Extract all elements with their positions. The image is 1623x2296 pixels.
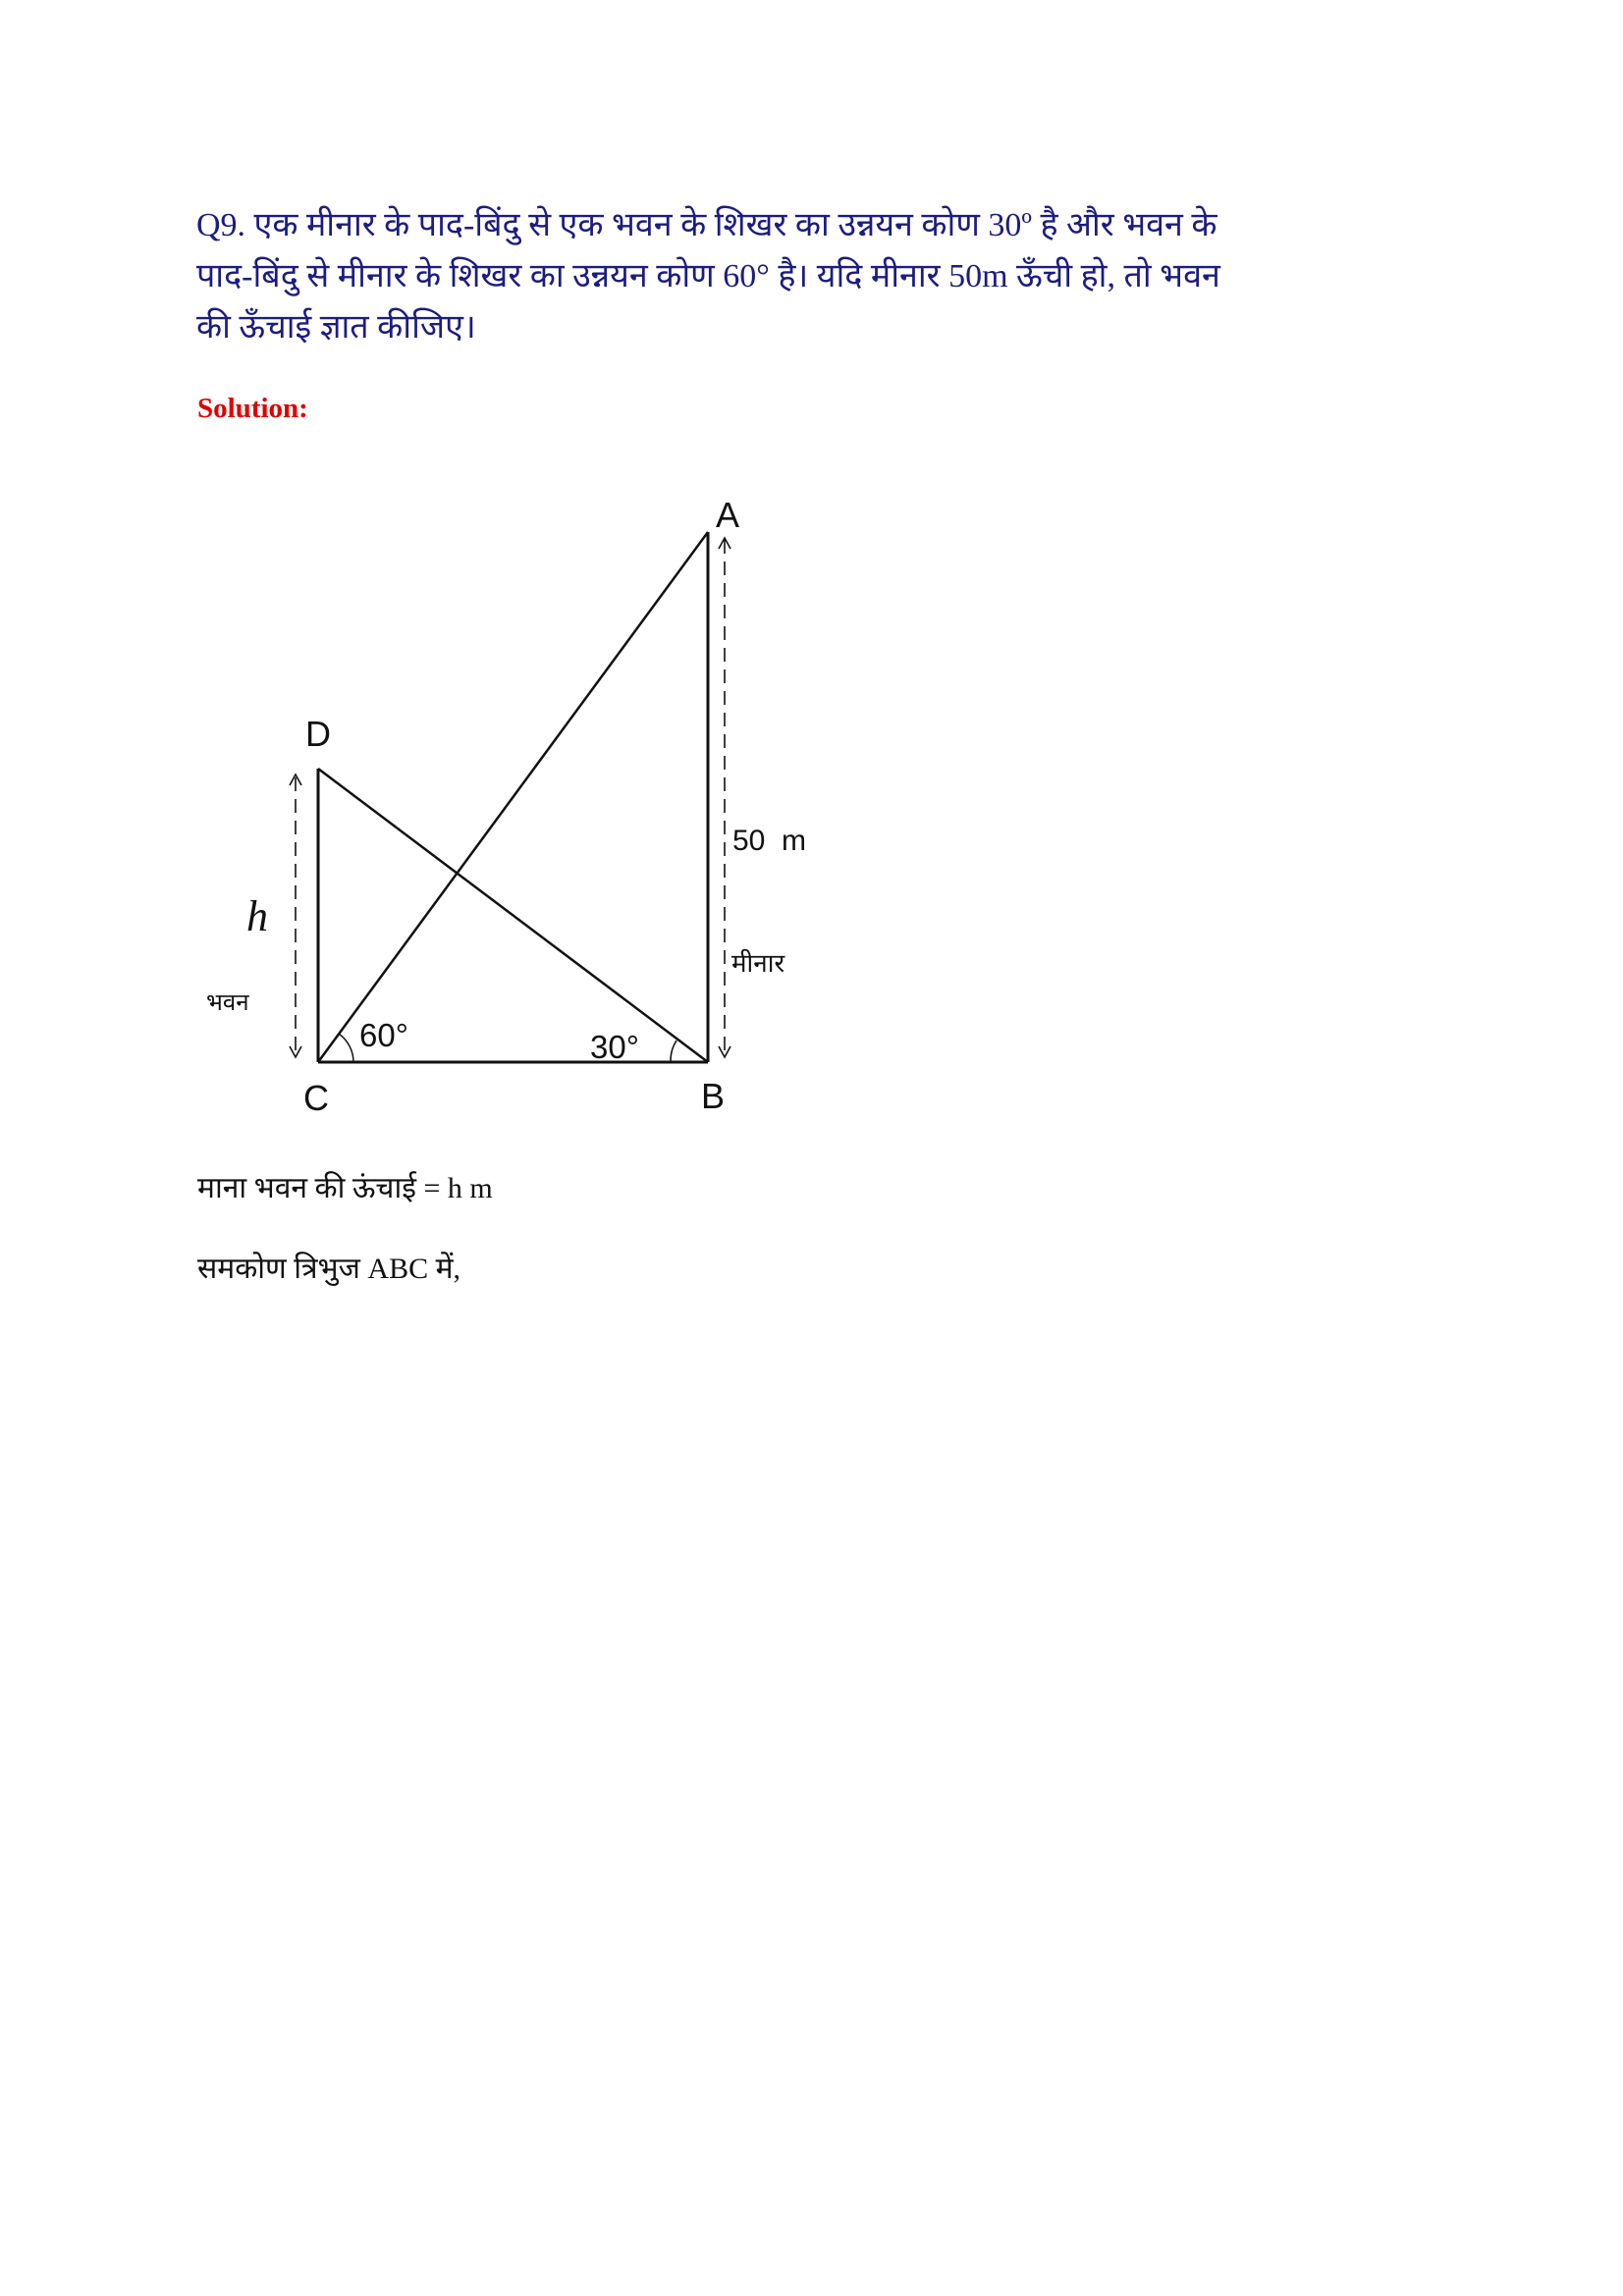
question-line-1: Q9. एक मीनार के पाद-बिंदु से एक भवन के शिखर का उन्नयन कोण 30º है और भवन के bbox=[196, 207, 1217, 243]
building-label: भवन bbox=[206, 988, 249, 1016]
tower-label: मीनार bbox=[731, 949, 785, 979]
sightline-ca bbox=[318, 532, 708, 1062]
solution-line-2: समकोण त्रिभुज ABC में, bbox=[197, 1253, 461, 1285]
solution-line-1: माना भवन की ऊंचाई = h m bbox=[197, 1172, 493, 1204]
question-line-3: की ऊँचाई ज्ञात कीजिए। bbox=[196, 309, 476, 346]
angle-label-c: 60° bbox=[359, 1017, 408, 1053]
point-label-a: A bbox=[716, 495, 740, 535]
angle-arc-c bbox=[339, 1034, 353, 1062]
building-height-arrow bbox=[290, 774, 301, 1057]
point-label-d: D bbox=[305, 714, 331, 754]
point-label-c: C bbox=[303, 1078, 329, 1118]
angle-arc-b bbox=[671, 1041, 676, 1062]
question-text bbox=[196, 200, 1473, 353]
tower-height-label: 50 m bbox=[732, 825, 807, 857]
building-height-label: h bbox=[246, 892, 268, 940]
question-line-2: पाद-बिंदु से मीनार के शिखर का उन्नयन कोण 60° है। यदि मीनार 50m ऊँची हो, तो भवन bbox=[196, 258, 1220, 294]
tower-height-arrow bbox=[719, 538, 730, 1057]
point-label-b: B bbox=[701, 1076, 726, 1116]
solution-heading: Solution: bbox=[197, 393, 308, 424]
angle-label-b: 30° bbox=[590, 1029, 639, 1065]
